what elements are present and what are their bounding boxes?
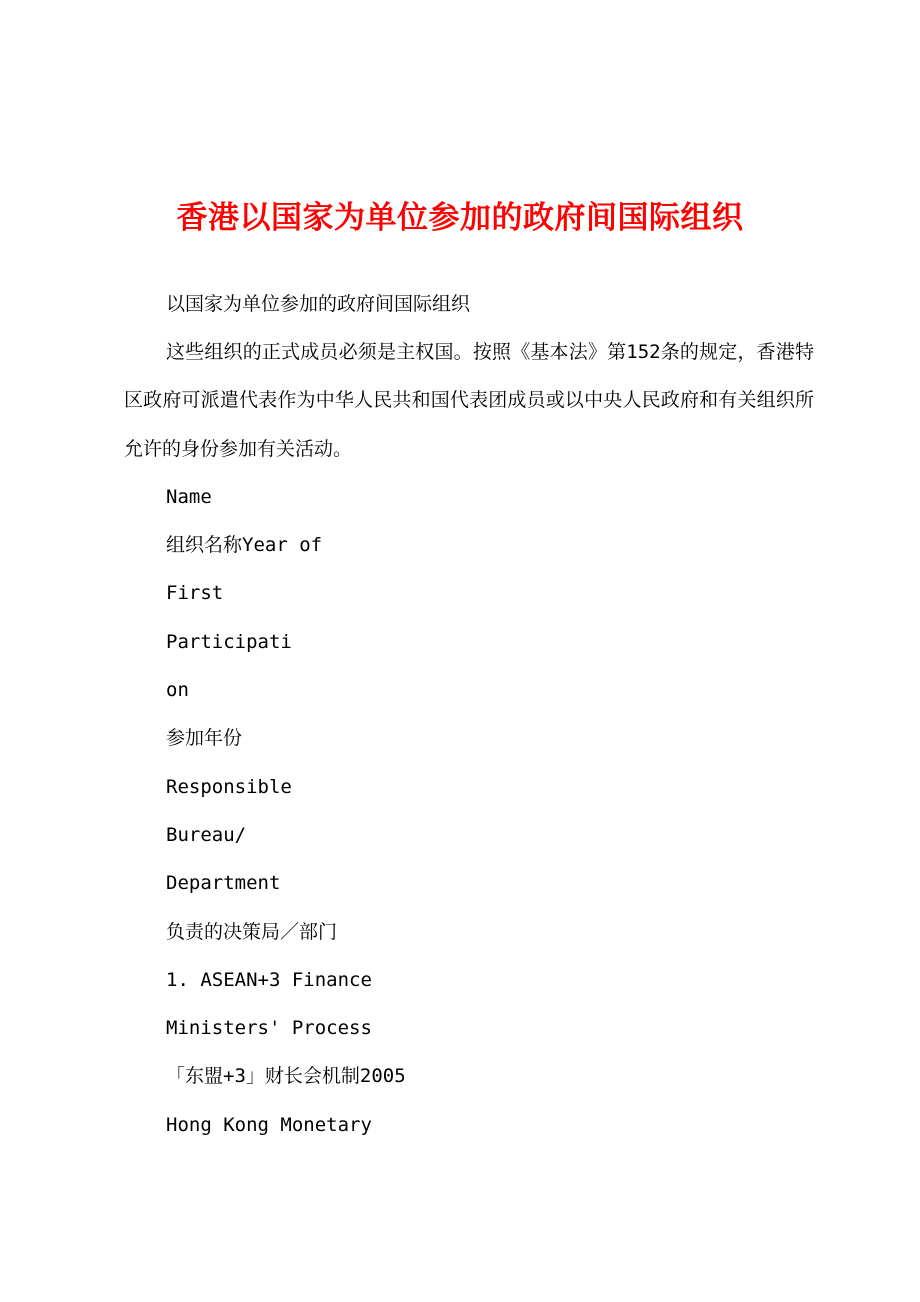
paragraph-membership-note: 这些组织的正式成员必须是主权国。按照《基本法》第152条的规定，香港特区政府可派遣代表作为中华人民共和国代表团成员或以中央人民政府和有关组织所允许的身份参加有关活动。 — [124, 341, 814, 460]
table-header-department: Department — [166, 872, 281, 895]
table-header-responsible: Responsible — [166, 775, 292, 798]
list-item-asean-cn: 「东盟+3」财长会机制2005 — [166, 1065, 406, 1088]
table-header-on: on — [166, 679, 189, 702]
table-header-department-cn: 负责的决策局／部门 — [166, 920, 338, 943]
table-header-org-name-year: 组织名称Year of — [166, 534, 323, 557]
document-title: 香港以国家为单位参加的政府间国际组织 — [176, 200, 744, 236]
list-item-asean-en-2: Ministers' Process — [166, 1017, 372, 1040]
document-body — [124, 280, 814, 1149]
table-header-name: Name — [166, 485, 212, 508]
list-item-hkma: Hong Kong Monetary — [166, 1113, 372, 1136]
table-header-year-cn: 参加年份 — [166, 727, 243, 750]
table-header-first: First — [166, 582, 224, 605]
list-item-asean-en-1: 1. ASEAN+3 Finance — [166, 968, 372, 991]
table-header-bureau: Bureau/ — [166, 823, 247, 846]
table-header-participati: Participati — [166, 630, 292, 653]
paragraph-intro-heading: 以国家为单位参加的政府间国际组织 — [166, 293, 471, 315]
